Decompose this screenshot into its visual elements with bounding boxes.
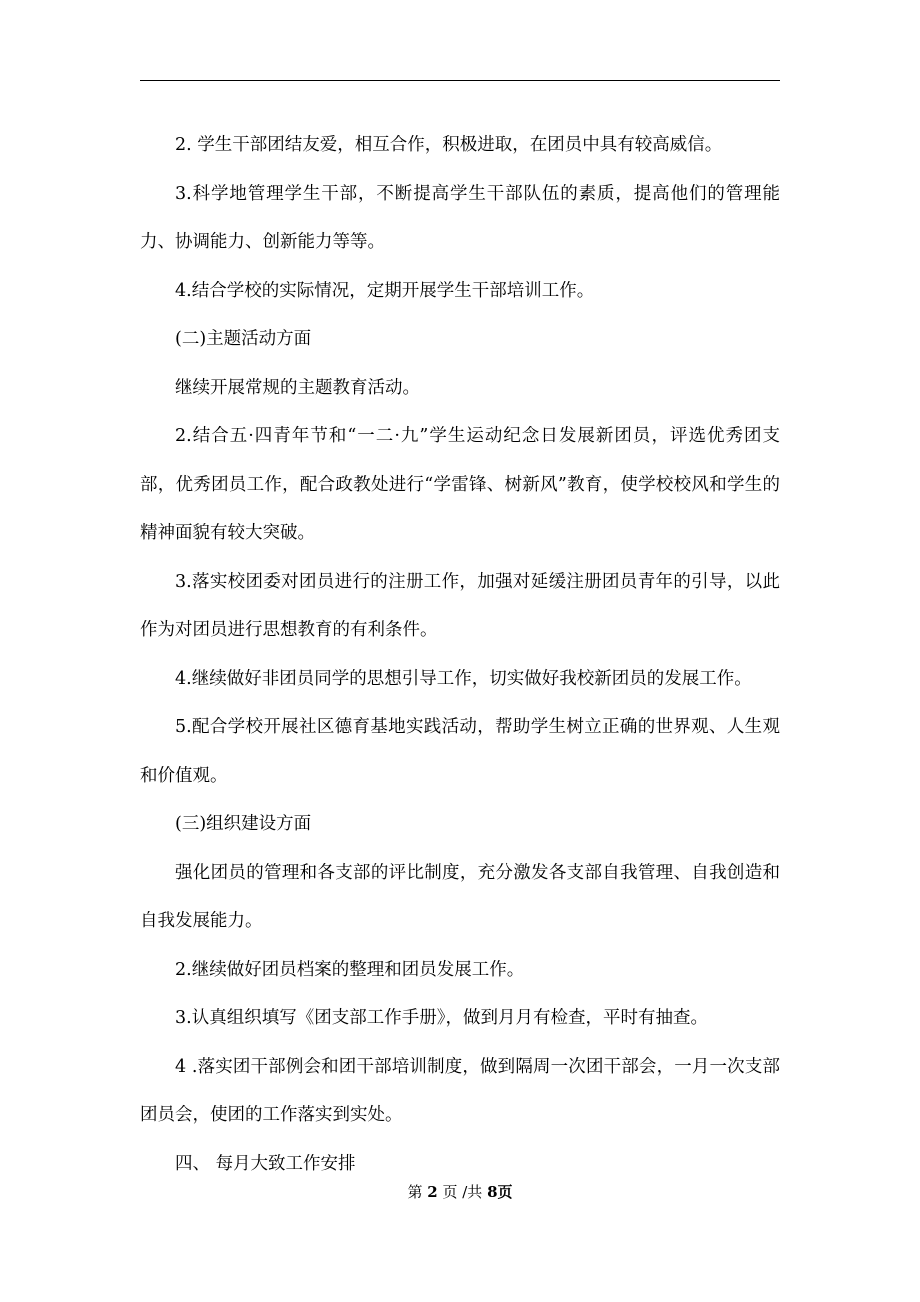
section-heading: (三)组织建设方面 [175, 814, 312, 834]
header-rule [140, 80, 780, 81]
section-heading: (二)主题活动方面 [175, 329, 312, 349]
paragraph: 4.继续做好非团员同学的思想引导工作，切实做好我校新团员的发展工作。 [175, 668, 752, 689]
paragraph: 5.配合学校开展社区德育基地实践活动，帮助学生树立正确的世界观、人生观和价值观。 [140, 717, 780, 786]
footer-middle: 页 /共 [437, 1183, 488, 1201]
paragraph: 4.结合学校的实际情况，定期开展学生干部培训工作。 [175, 280, 595, 301]
paragraph: 3.落实校团委对团员进行的注册工作，加强对延缓注册团员青年的引导，以此作为对团员进行思想教育的有利条件。 [140, 571, 780, 640]
paragraph: 3.科学地管理学生干部，不断提高学生干部队伍的素质，提高他们的管理能力、协调能力、创新能力等等。 [140, 183, 780, 252]
footer-suffix: 页 [497, 1183, 513, 1201]
section-heading: 四、 每月大致工作安排 [175, 1153, 356, 1174]
paragraph: 继续开展常规的主题教育活动。 [175, 377, 420, 398]
paragraph: 3.认真组织填写《团支部工作手册》，做到月月有检查，平时有抽查。 [175, 1008, 708, 1028]
paragraph: 2.继续做好团员档案的整理和团员发展工作。 [175, 959, 525, 980]
paragraph: 2. 学生干部团结友爱，相互合作，积极进取，在团员中具有较高威信。 [175, 135, 723, 155]
page-footer [0, 1182, 920, 1202]
paragraph: 2.结合五·四青年节和“一二·九”学生运动纪念日发展新团员，评选优秀团支部，优秀团员工作，配合政教处进行“学雷锋、树新风”教育，使学校校风和学生的精神面貌有较大突破。 [140, 426, 780, 543]
paragraph: 4 .落实团干部例会和团干部培训制度，做到隔周一次团干部会，一月一次支部团员会，使团的工作落实到实处。 [140, 1056, 780, 1125]
footer-page-number: 2 [427, 1183, 438, 1201]
paragraph: 强化团员的管理和各支部的评比制度，充分激发各支部自我管理、自我创造和自我发展能力。 [140, 862, 780, 931]
document-body [140, 121, 780, 1188]
footer-total-pages: 8 [487, 1183, 498, 1201]
footer-prefix: 第 [407, 1183, 428, 1201]
